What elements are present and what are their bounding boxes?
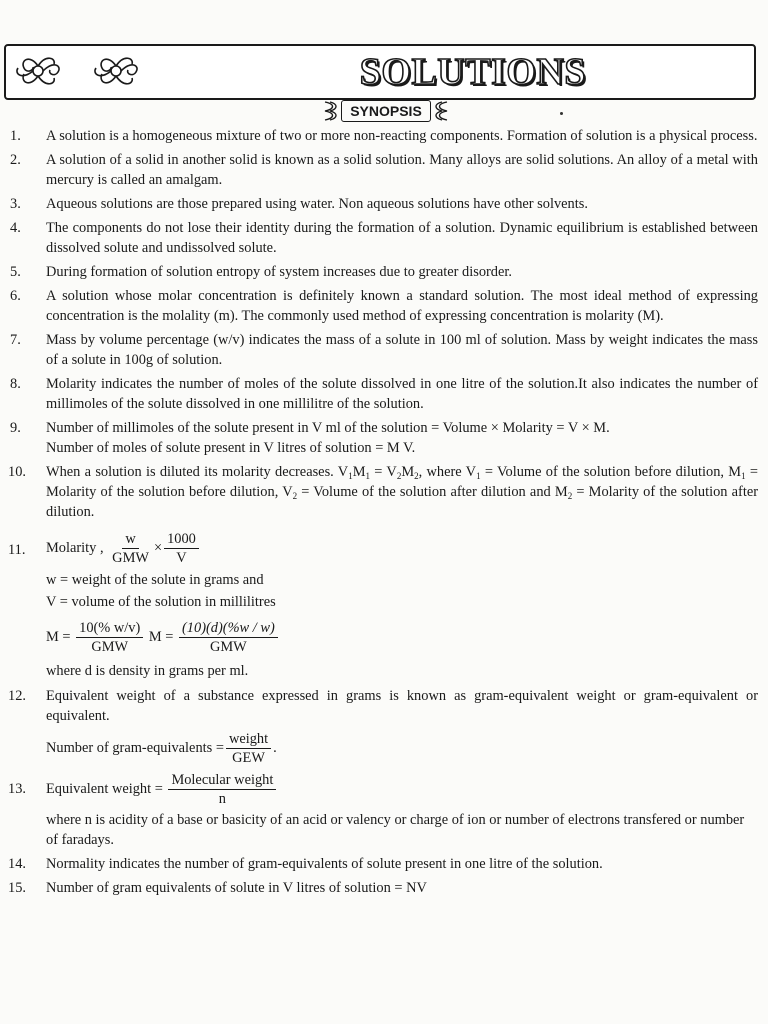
formula-label: Molarity , xyxy=(46,539,104,556)
synopsis-list xyxy=(0,126,768,902)
item-text: Number of gram equivalents of solute in V litres of solution = NV xyxy=(46,880,427,896)
definition: w = weight of the solute in grams and xyxy=(46,572,264,588)
list-item xyxy=(0,771,768,808)
item-text: When a solution is diluted its molarity decreases. $V_1M_1 = V_2M_2$, where $V_1$ = Volume of the solution before dilution, $M_1$ = Molarity of the solution before dilution, $V_2$ = Volume of the solution after dilution and $M_2$ = Molarity of the solution after dilution. xyxy=(46,464,759,520)
synopsis-label: SYNOPSIS xyxy=(341,100,431,122)
floral-ornament-icon xyxy=(10,50,66,92)
item-text: Equivalent weight of a substance expressed in grams is known as gram-equivalent weight or gram-equivalent or equivalent. xyxy=(46,688,758,724)
synopsis-banner xyxy=(0,98,768,124)
item-text: Molarity indicates the number of moles of the solute dissolved in one litre of the solution.It also indicates the number of millimoles of the solute dissolved in one millilitre of the solution. xyxy=(46,376,758,412)
item-number: 14. xyxy=(8,856,26,872)
item-number: 1. xyxy=(10,128,21,144)
definition: where n is acidity of a base or basicity of an acid or valency or charge of ion or number of electrons transfered or number of faradays. xyxy=(46,812,745,848)
item-number: 12. xyxy=(8,688,26,704)
list-item xyxy=(0,374,768,414)
times-sign: × xyxy=(153,539,163,556)
item-number: 3. xyxy=(10,196,21,212)
list-item xyxy=(0,286,768,326)
definition: where d is density in grams per ml. xyxy=(46,663,249,679)
list-item xyxy=(0,686,768,726)
chapter-title: SOLUTIONS xyxy=(359,51,586,93)
item-text: Number of millimoles of the solute present in V ml of the solution = Volume × Molarity = V × M. xyxy=(46,420,610,436)
item-text: Number of moles of solute present in V litres of solution = M V. xyxy=(46,440,416,456)
item-text: During formation of solution entropy of system increases due to greater disorder. xyxy=(46,264,512,280)
floral-ornament-icon xyxy=(88,50,144,92)
item-number: 4. xyxy=(10,220,21,236)
fraction: $\frac{1000}{V}$ xyxy=(164,530,199,567)
item-number: 6. xyxy=(10,288,21,304)
item-number: 10. xyxy=(8,464,26,480)
item-text: The components do not lose their identity during the formation of a solution. Dynamic equilibrium is established between dissolved solute and undissolved solute. xyxy=(46,220,758,256)
list-item xyxy=(0,126,768,146)
list-item xyxy=(0,462,768,522)
item-text: Mass by volume percentage (w/v) indicates the mass of a solute in 100 ml of solution. Mass by weight indicates the mass of a solute in 100g of solution. xyxy=(46,332,758,368)
item-text: A solution is a homogeneous mixture of two or more non-reacting components. Formation of solution is a physical process. xyxy=(46,128,758,144)
formula-label: Equivalent weight = xyxy=(46,780,163,797)
item-number: 8. xyxy=(10,376,21,392)
item-text: A solution of a solid in another solid is known as a solid solution. Many alloys are solid solutions. An alloy of a metal with mercury is called an amalgam. xyxy=(46,152,758,188)
item-number: 13. xyxy=(8,781,26,797)
item-number: 15. xyxy=(8,880,26,896)
list-item xyxy=(0,854,768,874)
list-item xyxy=(0,330,768,370)
fraction: $\frac{\text{Molecular weight}}{n}$ xyxy=(168,771,276,808)
list-item xyxy=(0,530,768,567)
definition: V = volume of the solution in millilitres xyxy=(46,594,276,610)
fraction: $\frac{w}{\text{GMW}}$ xyxy=(112,531,149,566)
item-text: Normality indicates the number of gram-equivalents of solute present in one litre of the solution. xyxy=(46,856,603,872)
item-text: Aqueous solutions are those prepared using water. Non aqueous solutions have other solvents. xyxy=(46,196,588,212)
item-number: 11. xyxy=(8,542,26,558)
item-number: 2. xyxy=(10,152,21,168)
fraction: $\frac{\text{weight}}{\text{GEW}}$ xyxy=(226,730,271,767)
fraction: $\frac{10(\% w/v)}{\text{GMW}}$ xyxy=(76,619,143,656)
fraction: $\frac{(10)(d)(\%w / w)}{\text{GMW}}$ xyxy=(179,619,278,656)
scroll-ornament-icon xyxy=(321,100,339,122)
item-text: A solution whose molar concentration is definitely known a standard solution. The most ideal method of expressing concentration is the molality (m). The commonly used method of expressing concentration is molarity (M). xyxy=(46,288,758,324)
formula: Number of gram-equivalents = $\frac{\text{weight}}{\text{GEW}}$ . xyxy=(46,731,277,766)
list-item xyxy=(0,418,768,458)
list-item xyxy=(0,218,768,258)
formula: M = $\frac{10(\% w/v)}{\text{GMW}}$ M = $\frac{(10)(d)(\%w / w)}{\text{GMW}}$ xyxy=(0,619,768,656)
item-number: 5. xyxy=(10,264,21,280)
item-number: 9. xyxy=(10,420,21,436)
list-item xyxy=(0,878,768,898)
scroll-ornament-icon xyxy=(433,100,451,122)
list-item xyxy=(0,150,768,190)
chapter-header xyxy=(4,44,756,100)
item-number: 7. xyxy=(10,332,21,348)
list-item xyxy=(0,262,768,282)
list-item xyxy=(0,194,768,214)
speck xyxy=(560,112,563,115)
